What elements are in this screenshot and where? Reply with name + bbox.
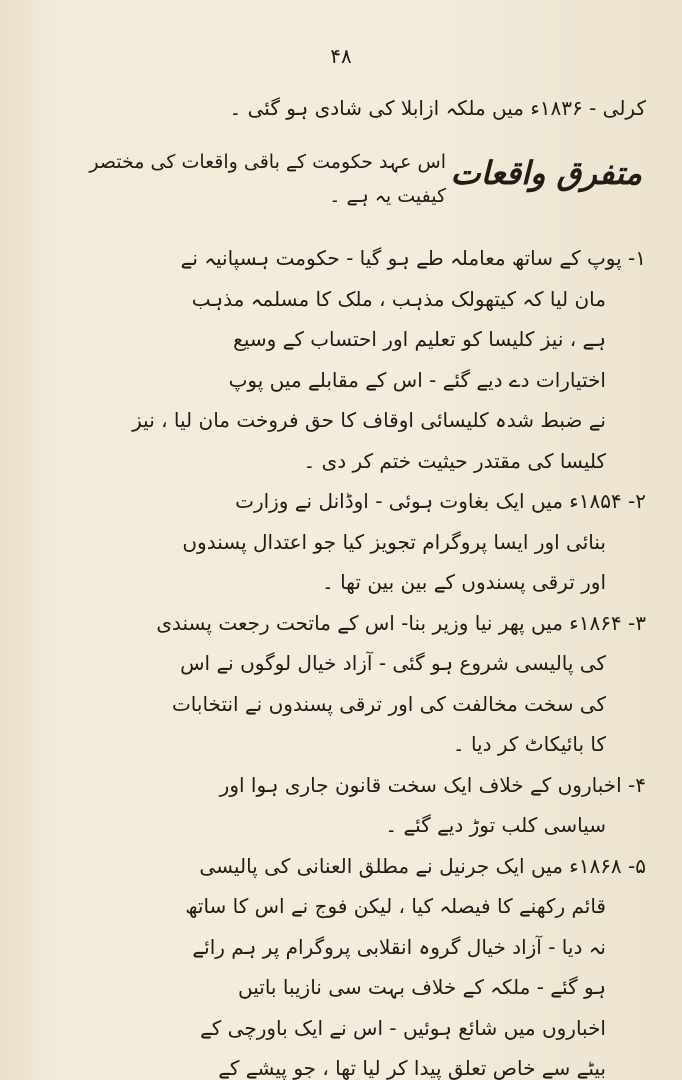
item-line: اور ترقی پسندوں کے بین بین تھا ۔ xyxy=(322,570,606,594)
item-line: نے ضبط شدہ کلیسائی اوقاف کا حق فروخت مان لیا ، نیز xyxy=(132,408,606,432)
numbered-list xyxy=(132,238,646,1080)
item-line: اخباروں میں شائع ہوئیں - اس نے ایک باورچی کے xyxy=(200,1015,606,1040)
item-line: ۲- ۱۸۵۴ء میں ایک بغاوت ہوئی - اوڈانل نے وزارت xyxy=(235,489,646,513)
item-line: بنائی اور ایسا پروگرام تجویز کیا جو اعتدال پسندوں xyxy=(182,529,606,554)
item-line: سیاسی کلب توڑ دیے گئے ۔ xyxy=(385,813,606,837)
page-number: ۴۸ xyxy=(330,44,352,68)
item-line: کی پالیسی شروع ہو گئی - آزاد خیال لوگوں نے اس xyxy=(180,651,606,675)
item-line: ہے ، نیز کلیسا کو تعلیم اور احتساب کے وسیع xyxy=(233,327,606,351)
list-item-2 xyxy=(132,481,646,603)
item-line: نہ دیا - آزاد خیال گروہ انقلابی پروگرام پر ہم رائے xyxy=(192,934,606,959)
section-heading-block xyxy=(42,145,642,217)
item-line: کا بائیکاٹ کر دیا ۔ xyxy=(452,732,606,756)
item-line: ۵- ۱۸۶۸ء میں ایک جرنیل نے مطلق العنانی کی پالیسی xyxy=(199,853,646,878)
section-intro-line: کیفیت یہ ہے ۔ xyxy=(329,185,446,207)
item-line: ۳- ۱۸۶۴ء میں پھر نیا وزیر بنا- اس کے ماتحت رجعت پسندی xyxy=(156,610,646,635)
item-line: اختیارات دے دیے گئے - اس کے مقابلے میں پوپ xyxy=(228,367,606,392)
list-item-5 xyxy=(132,846,646,1080)
item-line: کلیسا کی مقتدر حیثیت ختم کر دی ۔ xyxy=(303,448,606,473)
list-item-1 xyxy=(132,238,646,481)
list-item-4 xyxy=(132,765,646,846)
item-line: ۱- پوپ کے ساتھ معاملہ طے ہو گیا - حکومت ہسپانیہ نے xyxy=(180,246,646,270)
section-intro-text xyxy=(89,145,446,213)
item-line: ۴- اخباروں کے خلاف ایک سخت قانون جاری ہوا اور xyxy=(219,772,646,797)
item-line: کی سخت مخالفت کی اور ترقی پسندوں نے انتخابات xyxy=(171,691,606,716)
section-heading: متفرق واقعات xyxy=(450,154,642,192)
item-line: قائم رکھنے کا فیصلہ کیا ، لیکن فوج نے اس کا ساتھ xyxy=(185,894,606,918)
item-line: مان لیا کہ کیتھولک مذہب ، ملک کا مسلمہ مذہب xyxy=(191,286,606,311)
item-line: ہو گئے - ملکہ کے خلاف بہت سی نازیبا باتیں xyxy=(238,975,606,999)
intro-paragraph xyxy=(230,88,646,129)
intro-line: کرلی - ۱۸۳۶ء میں ملکہ ازابلا کی شادی ہو گئی ۔ xyxy=(229,96,646,120)
item-line: بیٹے سے خاص تعلق پیدا کر لیا تھا ، جو پیشے کے xyxy=(218,1056,606,1080)
list-item-3 xyxy=(132,603,646,765)
section-intro-line: اس عہد حکومت کے باقی واقعات کی مختصر xyxy=(89,151,446,173)
